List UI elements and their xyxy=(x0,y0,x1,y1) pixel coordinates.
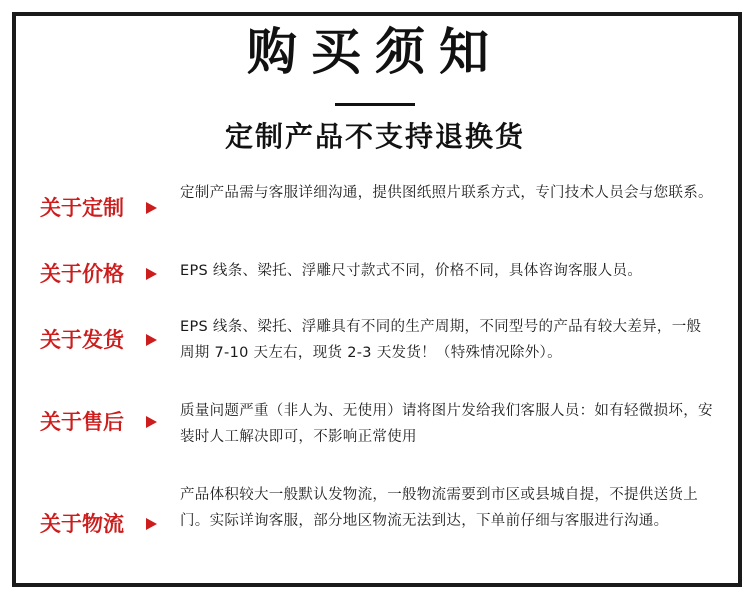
section-label: 关于物流 xyxy=(40,512,124,536)
section-label: 关于售后 xyxy=(40,410,124,434)
section-label: 关于价格 xyxy=(40,262,124,286)
play-arrow-icon xyxy=(146,202,157,214)
play-arrow-icon xyxy=(146,416,157,428)
section-text: EPS 线条、梁托、浮雕具有不同的生产周期，不同型号的产品有较大差异，一般周期 7-10 天左右，现货 2-3 天发货！（特殊情况除外）。 xyxy=(180,319,702,361)
section-text: 定制产品需与客服详细沟通，提供图纸照片联系方式，专门技术人员会与您联系。 xyxy=(180,185,713,201)
section-label: 关于定制 xyxy=(40,196,124,220)
play-arrow-icon xyxy=(146,334,157,346)
title-divider xyxy=(335,103,415,106)
section-label: 关于发货 xyxy=(40,328,124,352)
page-subtitle: 定制产品不支持退换货 xyxy=(224,120,525,153)
page-title: 购买须知 xyxy=(247,22,503,81)
section-text: 质量问题严重（非人为、无使用）请将图片发给我们客服人员：如有轻微损坏，安装时人工解决即可，不影响正常使用 xyxy=(180,403,713,445)
section-text: EPS 线条、梁托、浮雕尺寸款式不同，价格不同，具体咨询客服人员。 xyxy=(180,263,643,279)
section-text: 产品体积较大一般默认发物流，一般物流需要到市区或县城自提，不提供送货上门。实际详询客服，部分地区物流无法到达，下单前仔细与客服进行沟通。 xyxy=(180,487,698,529)
play-arrow-icon xyxy=(146,518,157,530)
play-arrow-icon xyxy=(146,268,157,280)
